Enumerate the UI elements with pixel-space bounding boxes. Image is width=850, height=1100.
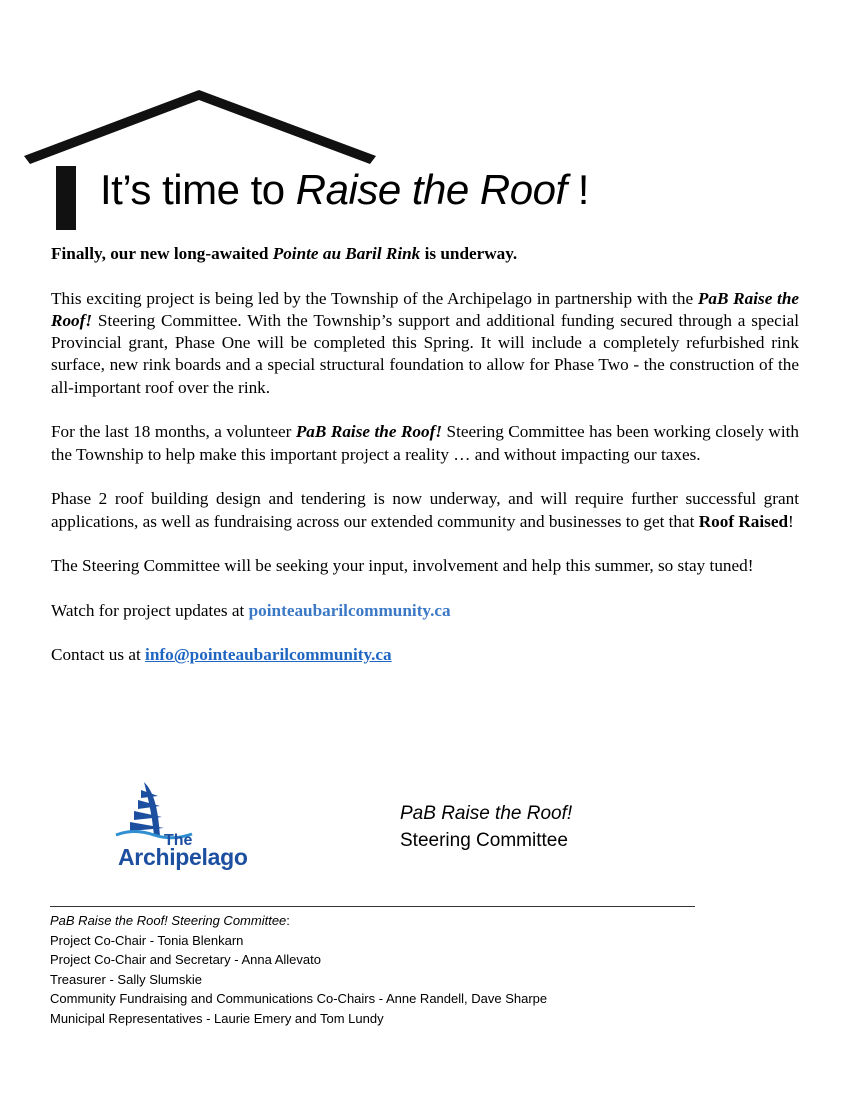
p1-text-b: Steering Committee. With the Township’s support and additional funding secured through a special Provincial grant, Phase One will be completed this Spring. It will include a completely refurbished rink surface, new rink boards and a special structural foundation to allow for Phase Two - the construction of the all-important roof over the rink. xyxy=(51,310,799,397)
p2-text-a: For the last 18 months, a volunteer xyxy=(51,422,296,442)
contact-line xyxy=(51,644,799,666)
signature-title: Steering Committee xyxy=(400,830,568,851)
committee-member: Municipal Representatives - Laurie Emery and Tom Lundy xyxy=(50,1010,384,1026)
logo-text-archipelago: Archipelago xyxy=(118,844,248,870)
intro-paragraph xyxy=(51,243,799,265)
committee-member: Community Fundraising and Communications Co-Chairs - Anne Randell, Dave Sharpe xyxy=(50,991,548,1007)
logo-text-the: The xyxy=(164,832,193,849)
roof-wall xyxy=(56,166,76,230)
signature-name: PaB Raise the Roof! xyxy=(400,803,573,824)
website-link[interactable]: pointeaubarilcommunity.ca xyxy=(248,600,451,620)
updates-line xyxy=(51,600,799,622)
paragraph-1 xyxy=(51,288,799,399)
updates-label: Watch for project updates at xyxy=(51,600,249,620)
roof-graphic xyxy=(24,88,384,238)
committee-member: Project Co-Chair and Secretary - Anna Allevato xyxy=(50,952,321,968)
committee-title-suffix: : xyxy=(286,913,290,928)
tree-icon xyxy=(114,780,194,840)
email-link[interactable]: info@pointeaubarilcommunity.ca xyxy=(145,645,392,665)
paragraph-4: The Steering Committee will be seeking your input, involvement and help this summer, so stay tuned! xyxy=(51,556,754,576)
p3-text-a: Phase 2 roof building design and tendering is now underway, and will require further successful grant applications, as well as fundraising across our extended community and businesses to get that xyxy=(51,489,799,531)
committee-heading xyxy=(50,911,547,931)
p1-committee-name: PaB Raise the Roof! xyxy=(51,288,800,330)
roof-shape xyxy=(24,90,376,164)
committee-member: Treasurer - Sally Slumskie xyxy=(50,971,202,987)
p2-text-b: Steering Committee has been working closely with the Township to help make this important project a reality … and without impacting our taxes. xyxy=(51,422,799,464)
page-title xyxy=(100,166,589,214)
title-suffix: ! xyxy=(566,166,589,213)
signature-block xyxy=(400,800,572,854)
divider xyxy=(50,906,695,907)
p3-bold: Roof Raised xyxy=(698,511,789,531)
title-emphasis: Raise the Roof xyxy=(295,166,567,213)
rink-name: Pointe au Baril Rink xyxy=(272,244,421,263)
paragraph-3 xyxy=(51,488,799,533)
committee-title: PaB Raise the Roof! Steering Committee xyxy=(50,913,287,928)
committee-member: Project Co-Chair - Tonia Blenkarn xyxy=(50,932,244,948)
p3-text-b: ! xyxy=(788,511,794,531)
p1-text-a: This exciting project is being led by the Township of the Archipelago in partnership with the xyxy=(51,288,698,308)
title-prefix: It’s time to xyxy=(100,166,296,213)
archipelago-logo xyxy=(114,780,274,875)
paragraph-2 xyxy=(51,421,799,466)
contact-label: Contact us at xyxy=(51,645,146,665)
letter-body xyxy=(51,243,799,689)
p2-committee-name: PaB Raise the Roof! xyxy=(295,422,443,442)
committee-list xyxy=(50,911,547,1029)
intro-text-b: is underway. xyxy=(420,244,518,263)
intro-text-a: Finally, our new long-awaited xyxy=(51,244,273,263)
